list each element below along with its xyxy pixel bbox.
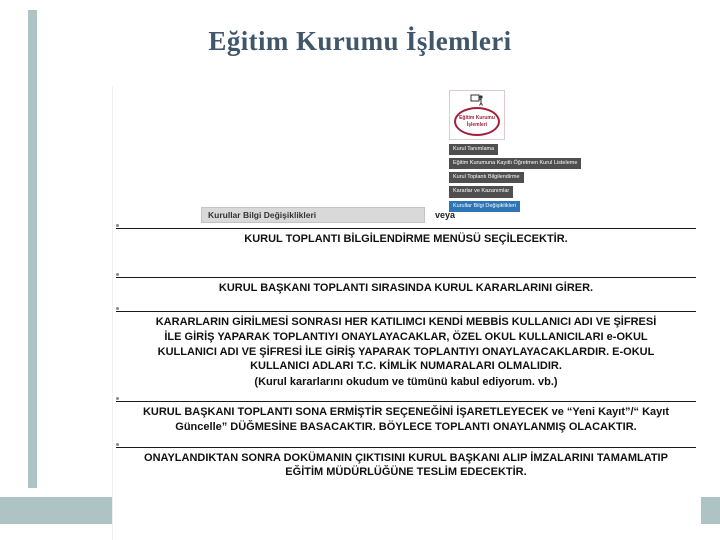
bullet-dot-icon — [116, 224, 119, 227]
menu-item-ogretmen-kurul-listeleme[interactable]: Eğitim Kurumuna Kayıtlı Öğretmen Kurul Listeleme — [449, 158, 581, 169]
instruction-text: KARARLARIN GİRİLMESİ SONRASI HER KATILIMCI KENDİ MEBBİS KULLANICI ADI VE ŞİFRESİ İLE GİRİŞ YAPARAK TOPLANTIYI ONAYLAYACAKLAR, ÖZEL OKUL KULLANICILARI e-OKUL KULLANICI ADI VE ŞİFRESİ İLE GİRİŞ YAPARAK TOPLANTIYI ONAYLAYACAKLARDIR. E-OKUL KULLANICI ADLARI T.C. KİMLİK NUMARALARI OLMALIDIR. — [155, 316, 657, 373]
kurullar-bilgi-degisiklikleri-button[interactable]: Kurullar Bilgi Değişiklikleri — [201, 207, 425, 223]
left-accent-bar — [28, 10, 37, 488]
logo-red-ring — [454, 107, 500, 136]
instruction-section — [116, 228, 696, 277]
instruction-section — [116, 401, 696, 446]
instruction-text: KURUL BAŞKANI TOPLANTI SIRASINDA KURUL KARARLARINI GİRER. — [218, 281, 594, 294]
menu-item-kurul-tanimlama[interactable]: Kurul Tanımlama — [449, 144, 498, 155]
menu-item-kurul-toplanti-bilgilendirme[interactable]: Kurul Toplantı Bilgilendirme — [449, 172, 524, 183]
logo-label: Eğitim Kurumu İşlemleri — [459, 115, 495, 128]
instruction-section — [116, 277, 696, 312]
bullet-dot-icon — [116, 273, 119, 276]
module-logo — [449, 90, 505, 140]
instruction-text: KURUL TOPLANTI BİLGİLENDİRME MENÜSÜ SEÇİLECEKTİR. — [244, 233, 568, 245]
instruction-text: KURUL BAŞKANI TOPLANTI SONA ERMİŞTİR SEÇENEĞİNİ İŞARETLEYECEK ve “Yeni Kayıt”/“ Kayıt Güncelle” DÜĞMESİNE BASACAKTIR. BÖYLECE TOPLANTI ONAYLANMIŞ OLACAKTIR. — [142, 406, 670, 433]
menu-item-kurullar-bilgi-degisiklikleri[interactable]: Kurullar Bilgi Değişiklikleri — [449, 201, 520, 212]
instruction-section — [116, 311, 696, 401]
bullet-dot-icon — [116, 443, 119, 446]
teacher-at-board-icon — [470, 94, 484, 106]
module-menu — [449, 144, 584, 212]
embedded-screenshot — [112, 86, 701, 540]
instruction-note: (Kurul kararlarını okudum ve tümünü kabul ediyorum. vb.) — [254, 375, 558, 388]
menu-item-kararlar-ve-kazanimlar[interactable]: Kararlar ve Kazanımlar — [449, 186, 513, 197]
instruction-section — [116, 447, 696, 486]
slide-title: Eğitim Kurumu İşlemleri — [208, 26, 512, 56]
instruction-text: ONAYLANDIKTAN SONRA DOKÜMANIN ÇIKTISINI KURUL BAŞKANI ALIP İMZALARINI TAMAMLATIP EĞİTİM MÜDÜRLÜĞÜNE TESLİM EDECEKTİR. — [144, 451, 668, 479]
or-label: veya — [435, 210, 456, 220]
instruction-sections — [116, 228, 696, 486]
